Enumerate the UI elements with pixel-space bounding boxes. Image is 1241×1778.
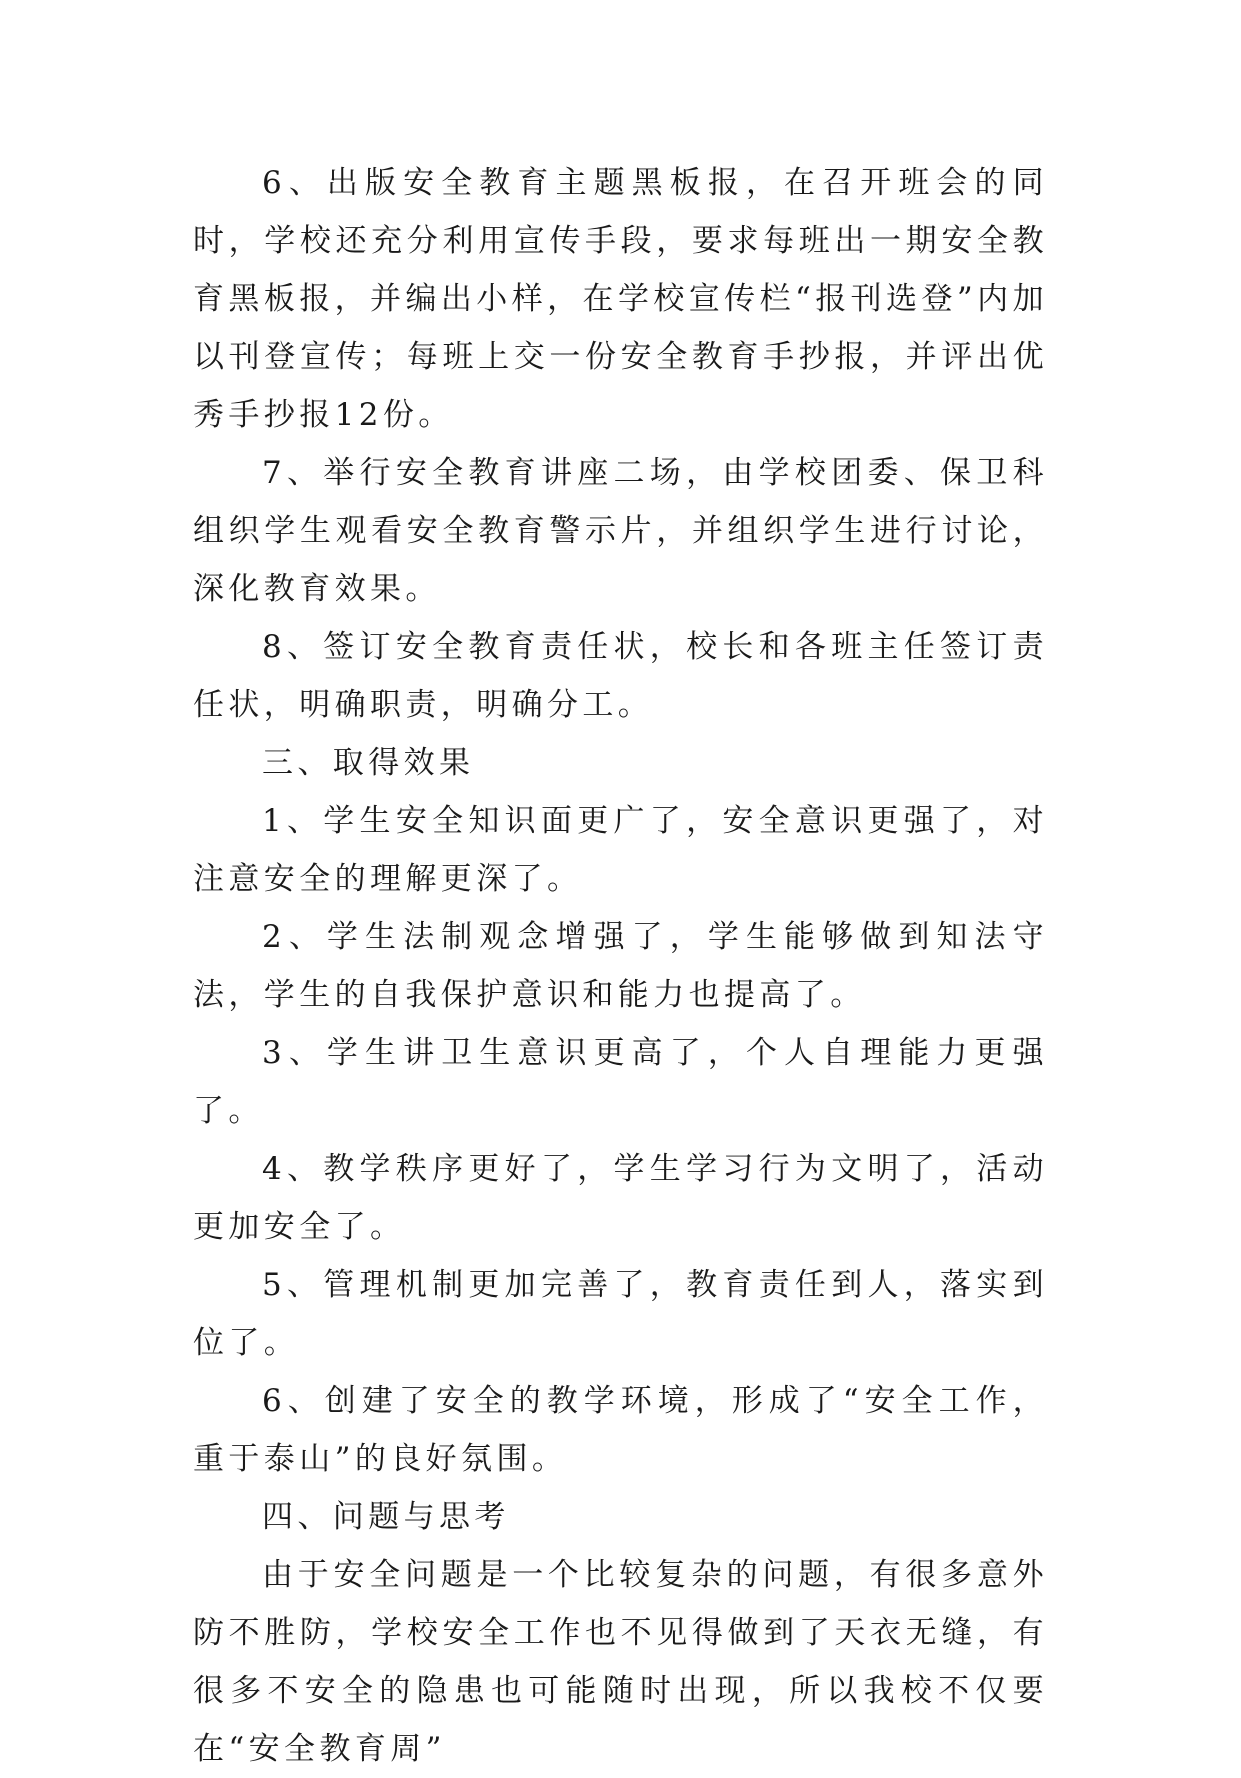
result-item-3: 3、学生讲卫生意识更高了，个人自理能力更强了。 [193, 1035, 1048, 1129]
problems-paragraph: 由于安全问题是一个比较复杂的问题，有很多意外防不胜防，学校安全工作也不见得做到了天衣无缝，有很多不安全的隐患也可能随时出现，所以我校不仅要在“安全教育周” [193, 1557, 1048, 1767]
paragraph-item-8-responsibility: 8、签订安全教育责任状，校长和各班主任签订责任状，明确职责，明确分工。 [193, 629, 1048, 723]
paragraph-item-6-blackboard: 6、出版安全教育主题黑板报，在召开班会的同时，学校还充分利用宣传手段，要求每班出一期安全教育黑板报，并编出小样，在学校宣传栏“报刊选登”内加以刊登宣传；每班上交一份安全教育手抄报，并评出优秀手抄报12份。 [193, 165, 1048, 433]
section-heading-results: 三、取得效果 [262, 745, 475, 781]
document-body [193, 154, 1048, 1778]
result-item-2: 2、学生法制观念增强了，学生能够做到知法守法，学生的自我保护意识和能力也提高了。 [193, 919, 1048, 1013]
result-item-1: 1、学生安全知识面更广了，安全意识更强了，对注意安全的理解更深了。 [193, 803, 1048, 897]
result-item-4: 4、教学秩序更好了，学生学习行为文明了，活动更加安全了。 [193, 1151, 1048, 1245]
paragraph-item-7-lecture: 7、举行安全教育讲座二场，由学校团委、保卫科组织学生观看安全教育警示片，并组织学生进行讨论，深化教育效果。 [193, 455, 1048, 607]
section-heading-problems: 四、问题与思考 [262, 1499, 510, 1535]
result-item-5: 5、管理机制更加完善了，教育责任到人，落实到位了。 [193, 1267, 1048, 1361]
result-item-6: 6、创建了安全的教学环境，形成了“安全工作，重于泰山”的良好氛围。 [193, 1383, 1048, 1477]
